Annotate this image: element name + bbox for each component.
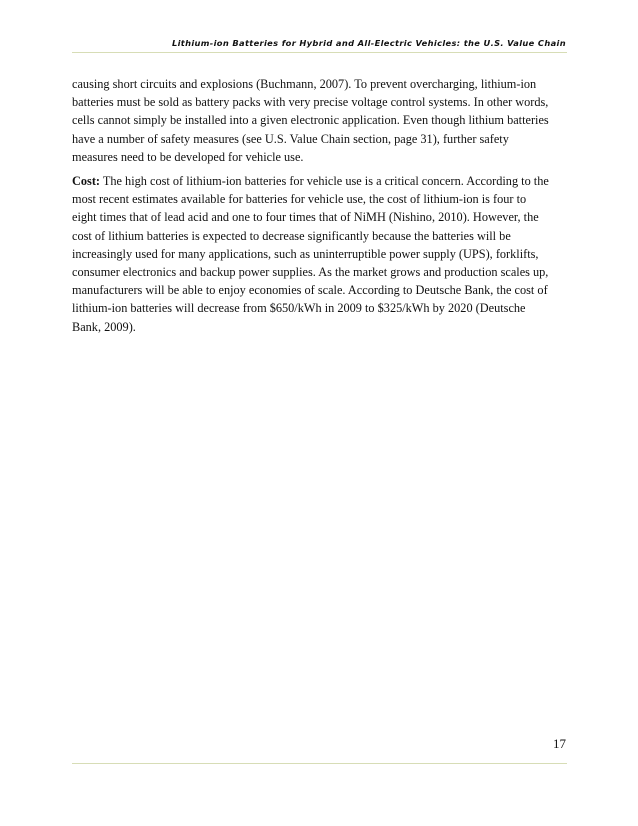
paragraph-safety [72, 75, 567, 166]
text-line: most recent estimates available for batteries for vehicle use, the cost of lithium-ion is four to [72, 192, 527, 207]
text-line: increasingly used for many applications, such as uninterruptible power supply (UPS), forklifts, [72, 246, 539, 261]
text-line-first [72, 172, 567, 190]
text-line: lithium-ion batteries will decrease from $650/kWh in 2009 to $325/kWh by 2020 (Deutsche [72, 301, 526, 316]
paragraph-cost [72, 172, 567, 336]
footer-divider [72, 763, 567, 764]
text-line: measures need to be developed for vehicle use. [72, 149, 304, 164]
text-line: consumer electronics and backup power supplies. As the market grows and production scales up, [72, 265, 549, 280]
body-text [72, 75, 567, 342]
text-line: cells cannot simply be installed into a given electronic application. Even though lithium batteries [72, 113, 549, 128]
running-header-title: Lithium-ion Batteries for Hybrid and All-Electric Vehicles: the U.S. Value Chain [171, 38, 566, 48]
cost-heading: Cost: [72, 174, 101, 189]
text-line-rest: The high cost of lithium-ion batteries for vehicle use is a critical concern. According to the [100, 174, 549, 189]
text-line: manufacturers will be able to enjoy economies of scale. According to Deutsche Bank, the cost of [72, 283, 548, 298]
text-line: have a number of safety measures (see U.S. Value Chain section, page 31), further safety [72, 131, 509, 146]
text-line: eight times that of lead acid and one to four times that of NiMH (Nishino, 2010). However, the [72, 210, 539, 225]
text-line: batteries must be sold as battery packs with very precise voltage control systems. In other words, [72, 95, 549, 110]
text-line: cost of lithium batteries is expected to decrease significantly because the batteries will be [72, 228, 511, 243]
text-line: causing short circuits and explosions (Buchmann, 2007). To prevent overcharging, lithium-ion [72, 77, 537, 91]
page-number: 17 [553, 736, 566, 751]
text-line: Bank, 2009). [72, 319, 136, 334]
header-divider [72, 52, 567, 53]
